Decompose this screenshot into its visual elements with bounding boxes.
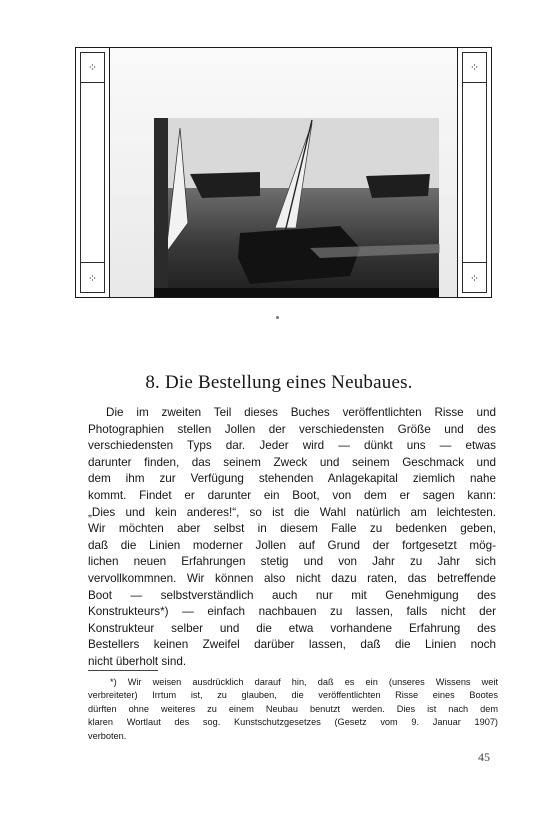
paragraph-line: nicht überholt sind. <box>88 654 187 668</box>
photo-frame <box>75 47 492 298</box>
frame-right-bottom-cell <box>462 262 487 293</box>
paragraph-line: dem ihm zur Verfügung stehenden Anlagekapital ziemlich nahe <box>88 472 496 486</box>
paragraph-line: „Dies und kein anderes!“, so ist die Wahl natürlich am leichtesten. <box>88 505 496 519</box>
frame-left-panel <box>76 48 110 297</box>
paragraph-line: daß die Linien moderner Jollen auf Grund der fortgesetzt mög- <box>88 538 496 552</box>
paragraph-line: kommt. Findet er darunter ein Boot, von dem er sagen kann: <box>88 488 496 502</box>
paragraph-line: Photographien stellen Jollen der verschiedensten Größe und des <box>88 422 496 436</box>
page-number: 45 <box>478 750 490 764</box>
frame-left-top-cell <box>80 52 105 83</box>
decorative-dot <box>276 316 279 319</box>
footnote-line: verbreiteter) Irrtum ist, zu glauben, die veröffentlichten Risse eines Bootes <box>88 690 498 701</box>
paragraph-line: Bestellers keinen Zweifel darüber lassen, daß die Linien noch <box>88 638 496 652</box>
paragraph-line: verschiedensten Typs dar. Jeder wird — dünkt uns — etwas <box>88 439 496 453</box>
ornament-icon: ⁘ <box>87 60 98 74</box>
frame-right-top-cell <box>462 52 487 83</box>
paragraph-line: Wir möchten aber selbst in diesem Falle zu bedenken geben, <box>88 522 496 536</box>
paragraph-line: lichen neuen Erfahrungen stetig und von Jahr zu Jahr sich <box>88 555 496 569</box>
paragraph-line: Boot — selbstverständlich auch nur mit Genehmigung des <box>88 588 496 602</box>
paragraph-line: vervollkommnen. Wir können also nicht dazu raten, das betreffende <box>88 571 496 585</box>
sailing-photo-illustration <box>110 48 457 297</box>
paragraph-line: Die im zweiten Teil dieses Buches veröffentlichten Risse und <box>106 406 496 419</box>
frame-right-panel <box>457 48 491 297</box>
sailing-photo <box>110 48 457 297</box>
ornament-icon: ⁘ <box>469 60 480 74</box>
chapter-paragraph <box>88 405 496 671</box>
paragraph-line: Konstrukteur selber und die etwa vorhandene Erfahrung des <box>88 621 496 635</box>
footnote-line: *) Wir weisen ausdrücklich darauf hin, daß es ein (unseres Wissens weit <box>110 677 498 687</box>
footnote-line: verboten. <box>88 730 127 741</box>
footnote-line: dürften ohne weiteres zu einem Neubau benutzt werden. Dies ist nach dem <box>88 703 498 714</box>
frame-right-inner-rule <box>462 52 487 293</box>
footnote-separator <box>88 670 158 671</box>
ornament-icon: ⁘ <box>469 271 480 285</box>
frame-left-inner-rule <box>80 52 105 293</box>
chapter-heading: 8. Die Bestellung eines Neubaues. <box>145 372 413 393</box>
footnote-line: klaren Wortlaut des sog. Kunstschutzgesetzes (Gesetz vom 9. Januar 1907) <box>88 717 498 728</box>
ornament-icon: ⁘ <box>87 271 98 285</box>
paragraph-line: darunter finden, das seinem Zweck und seinem Geschmack und <box>88 455 496 469</box>
paragraph-line: Konstrukteurs*) — einfach nachbauen zu lassen, falls nicht der <box>88 605 496 619</box>
footnote <box>88 676 498 743</box>
frame-left-bottom-cell <box>80 262 105 293</box>
